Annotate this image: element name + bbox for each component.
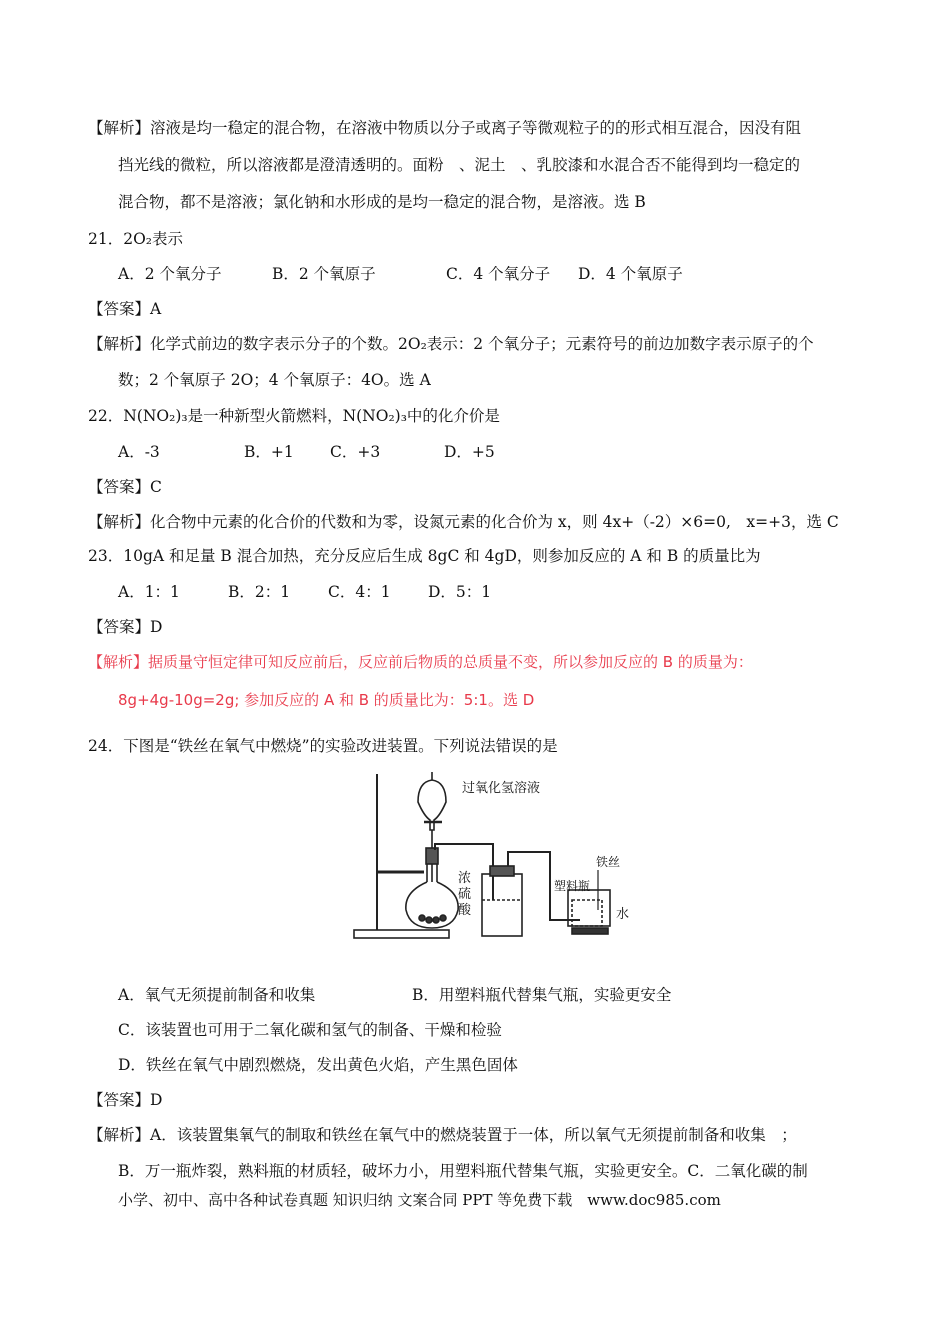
page-footer: 小学、初中、高中各种试卷真题 知识归纳 文案合同 PPT 等免费下载 www.doc985.com bbox=[118, 1191, 721, 1209]
q23-analysis-line-2: 8g+4g-10g=2g; 参加反应的 A 和 B 的质量比为：5:1。选 D bbox=[118, 691, 535, 709]
wash-bottle bbox=[482, 874, 522, 936]
label-plastic-bottle: 塑料瓶 bbox=[554, 879, 591, 893]
q23-stem: 23．10gA 和足量 B 混合加热，充分反应后生成 8gC 和 4gD，则参加反应的 A 和 B 的质量比为 bbox=[88, 547, 761, 565]
q22-option-c: C．+3 bbox=[330, 443, 381, 461]
q23-option-d: D．5：1 bbox=[428, 583, 492, 601]
q24-option-a: A．氧气无须提前制备和收集 bbox=[118, 986, 316, 1004]
apparatus-figure bbox=[350, 770, 640, 945]
q20-analysis-line-2: 挡光线的微粒，所以溶液都是澄清透明的。面粉 、泥土 、乳胶漆和水混合否不能得到均一稳定的 bbox=[118, 156, 801, 174]
q23-option-c: C．4：1 bbox=[328, 583, 391, 601]
label-water: 水 bbox=[616, 907, 630, 922]
q22-option-d: D．+5 bbox=[444, 443, 495, 461]
q21-analysis-line-2: 数；2 个氧原子 2O；4 个氧原子：4O。选 A bbox=[118, 371, 431, 389]
q24-option-d: D．铁丝在氧气中剧烈燃烧，发出黄色火焰，产生黑色固体 bbox=[118, 1056, 518, 1074]
q22-stem: 22．N(NO₂)₃是一种新型火箭燃料，N(NO₂)₃中的化介价是 bbox=[88, 407, 500, 425]
q24-analysis-line-2: B．万一瓶炸裂，熟料瓶的材质轻，破坏力小，用塑料瓶代替集气瓶，实验更安全。C．二氧化碳的制 bbox=[118, 1162, 808, 1180]
q23-answer: 【答案】D bbox=[88, 618, 163, 636]
label-iron-wire: 铁丝 bbox=[596, 855, 621, 869]
q22-option-a: A．-3 bbox=[118, 443, 160, 461]
q21-option-a: A．2 个氧分子 bbox=[118, 265, 222, 283]
q20-analysis-line-3: 混合物，都不是溶液；氯化钠和水形成的是均一稳定的混合物，是溶液。选 B bbox=[118, 193, 646, 211]
q24-answer: 【答案】D bbox=[88, 1091, 163, 1109]
q24-analysis-line-1: 【解析】A．该装置集氧气的制取和铁丝在氧气中的燃烧装置于一体，所以氧气无须提前制备和收集 ； bbox=[88, 1126, 797, 1144]
q22-analysis-line-1: 【解析】化合物中元素的化合价的代数和为零，设氮元素的化合价为 x，则 4x+（-2）×6=0, x=+3，选 C bbox=[88, 513, 839, 531]
q21-option-b: B．2 个氧原子 bbox=[272, 265, 376, 283]
q20-analysis-line-1: 【解析】溶液是均一稳定的混合物，在溶液中物质以分子或离子等微观粒子的的形式相互混合，因没有阻 bbox=[88, 119, 802, 137]
q21-stem: 21．2O₂表示 bbox=[88, 230, 184, 248]
q24-option-b: B．用塑料瓶代替集气瓶，实验更安全 bbox=[412, 986, 672, 1004]
q23-option-a: A．1：1 bbox=[118, 583, 180, 601]
label-acid-1: 浓 bbox=[458, 871, 472, 886]
label-peroxide: 过氧化氢溶液 bbox=[462, 781, 541, 796]
q24-stem: 24．下图是“铁丝在氧气中燃烧”的实验改进装置。下列说法错误的是 bbox=[88, 737, 558, 755]
q21-option-c: C．4 个氧分子 bbox=[446, 265, 551, 283]
q22-option-b: B．+1 bbox=[244, 443, 294, 461]
q21-option-d: D．4 个氧原子 bbox=[578, 265, 683, 283]
label-acid-2: 硫 bbox=[458, 887, 472, 902]
stand-base bbox=[354, 930, 449, 938]
label-acid-3: 酸 bbox=[458, 903, 472, 918]
q23-analysis-line-1: 【解析】据质量守恒定律可知反应前后，反应前后物质的总质量不变，所以参加反应的 B 的质量为： bbox=[88, 653, 753, 671]
q21-analysis-line-1: 【解析】化学式前边的数字表示分子的个数。2O₂表示：2 个氧分子；元素符号的前边加数字表示原子的个 bbox=[88, 335, 814, 353]
q24-option-c: C．该装置也可用于二氧化碳和氢气的制备、干燥和检验 bbox=[118, 1021, 502, 1039]
q23-option-b: B．2：1 bbox=[228, 583, 291, 601]
q22-answer: 【答案】C bbox=[88, 478, 162, 496]
q21-answer: 【答案】A bbox=[88, 300, 162, 318]
